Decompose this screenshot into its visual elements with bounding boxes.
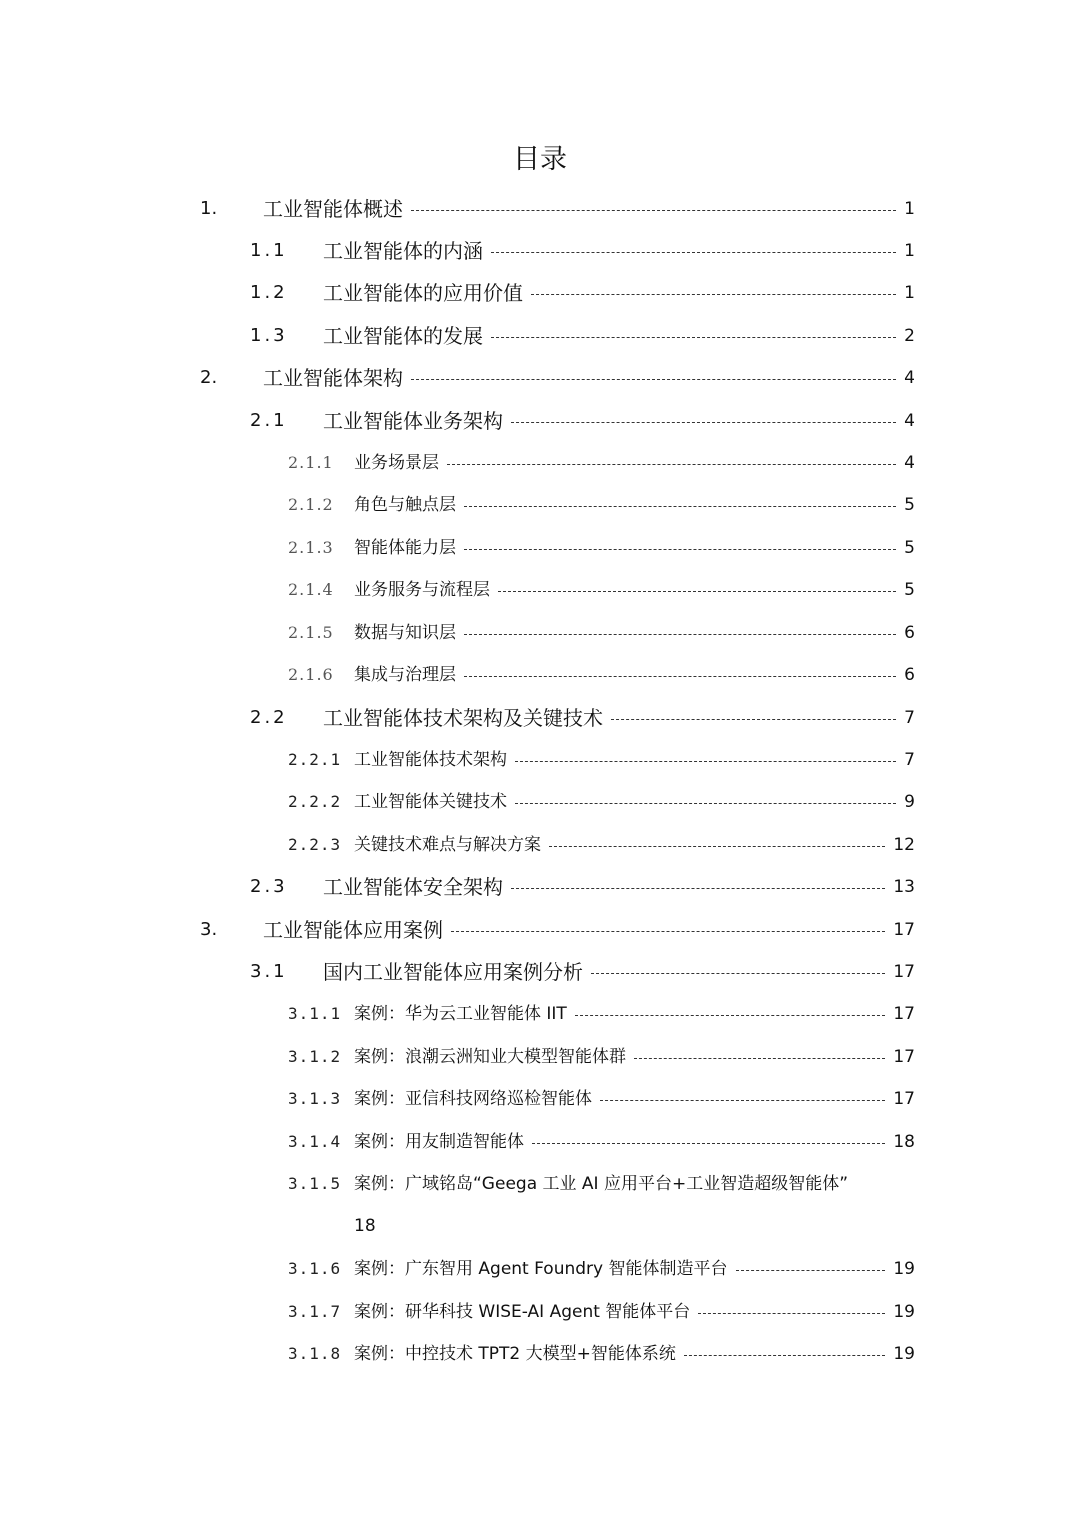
dot-leader (575, 1015, 886, 1016)
toc-entry-number: 2.1.3 (288, 538, 334, 557)
dot-leader (464, 549, 896, 550)
toc-entry[interactable] (288, 744, 915, 776)
toc-entry-number: 2.1.6 (288, 665, 334, 684)
toc-entry-page: 1 (904, 199, 915, 219)
toc-entry[interactable] (200, 914, 915, 946)
toc-entry-title: 案例：研华科技 WISE-AI Agent 智能体平台 (354, 1302, 691, 1322)
toc-entry-title: 角色与触点层 (354, 495, 456, 515)
toc-entry-title: 工业智能体关键技术 (354, 792, 507, 812)
toc-entry-page: 1 (904, 241, 915, 261)
toc-entry-number: 1.1 (250, 240, 288, 261)
toc-entry-number: 2.1.1 (288, 453, 334, 472)
toc-entry[interactable] (288, 447, 915, 479)
dot-leader (515, 803, 896, 804)
toc-entry-number: 2.1.2 (288, 495, 334, 514)
toc-entry-number: 2.1.4 (288, 580, 334, 599)
dot-leader (411, 210, 896, 211)
dot-leader (549, 846, 885, 847)
toc-entry-page: 7 (904, 708, 915, 728)
toc-entry-page: 17 (893, 1047, 915, 1067)
toc-entry-title: 案例：用友制造智能体 (354, 1132, 524, 1152)
toc-entry-title: 案例：浪潮云洲知业大模型智能体群 (354, 1047, 626, 1067)
dot-leader (634, 1058, 885, 1059)
dot-leader (591, 973, 885, 974)
toc-entry[interactable] (200, 193, 915, 225)
dot-leader (491, 337, 896, 338)
toc-entry[interactable] (250, 405, 915, 437)
toc-entry-title: 工业智能体安全架构 (323, 875, 503, 899)
toc-entry[interactable] (200, 362, 915, 394)
toc-entry-number: 3.1.2 (288, 1047, 342, 1066)
toc-entry-page: 1 (904, 283, 915, 303)
toc-entry-title: 案例：亚信科技网络巡检智能体 (354, 1089, 592, 1109)
toc-entry-title: 案例：中控技术 TPT2 大模型+智能体系统 (354, 1344, 676, 1364)
dot-leader (511, 422, 896, 423)
dot-leader (511, 888, 885, 889)
toc-entry[interactable] (288, 574, 915, 606)
toc-entry-number: 1. (200, 198, 218, 219)
toc-entry-title: 工业智能体的应用价值 (323, 281, 523, 305)
dot-leader (515, 761, 896, 762)
toc-entry-title: 工业智能体技术架构 (354, 750, 507, 770)
toc-entry[interactable] (250, 702, 915, 734)
toc-entry-page-wrapped (354, 1210, 376, 1242)
dot-leader (464, 506, 896, 507)
toc-entry-number: 3.1.3 (288, 1089, 342, 1108)
toc-entry-page: 17 (893, 1089, 915, 1109)
toc-entry[interactable] (288, 1083, 915, 1115)
page-title: 目录 (513, 144, 567, 175)
toc-entry-number: 2.2 (250, 707, 288, 728)
toc-entry-page: 17 (893, 920, 915, 940)
toc-entry-number: 1.3 (250, 325, 288, 346)
toc-entry[interactable] (288, 1338, 915, 1370)
toc-entry-number: 3.1.6 (288, 1259, 342, 1278)
toc-entry[interactable] (288, 532, 915, 564)
toc-entry-number: 2.2.2 (288, 792, 342, 811)
toc-entry-page: 17 (893, 1004, 915, 1024)
toc-entry-page: 18 (893, 1132, 915, 1152)
toc-entry[interactable] (288, 1168, 915, 1200)
toc-entry-page: 12 (893, 835, 915, 855)
toc-entry-number: 2.2.3 (288, 835, 342, 854)
dot-leader (600, 1100, 885, 1101)
toc-entry-title: 案例：华为云工业智能体 IIT (354, 1004, 567, 1024)
toc-entry[interactable] (288, 617, 915, 649)
toc-entry-page: 19 (893, 1344, 915, 1364)
toc-entry[interactable] (250, 871, 915, 903)
toc-entry[interactable] (250, 320, 915, 352)
dot-leader (447, 464, 896, 465)
toc-entry[interactable] (288, 786, 915, 818)
toc-entry[interactable] (288, 829, 915, 861)
dot-leader (464, 676, 896, 677)
dot-leader (684, 1355, 885, 1356)
toc-entry-page: 19 (893, 1259, 915, 1279)
toc-entry-title: 数据与知识层 (354, 623, 456, 643)
toc-entry-number: 3.1.1 (288, 1004, 342, 1023)
toc-entry-number: 3.1.8 (288, 1344, 342, 1363)
toc-entry-title: 工业智能体业务架构 (323, 409, 503, 433)
toc-entry-number: 3.1.5 (288, 1174, 342, 1193)
toc-entry-page: 6 (904, 665, 915, 685)
dot-leader (464, 634, 896, 635)
toc-entry[interactable] (288, 659, 915, 691)
toc-entry-page: 17 (893, 962, 915, 982)
toc-entry-title: 国内工业智能体应用案例分析 (323, 960, 583, 984)
toc-entry-title: 工业智能体的内涵 (323, 239, 483, 263)
toc-entry-title: 案例：广东智用 Agent Foundry 智能体制造平台 (354, 1259, 728, 1279)
toc-entry-page: 7 (904, 750, 915, 770)
toc-entry-title: 工业智能体应用案例 (263, 918, 443, 942)
toc-entry-page: 5 (904, 580, 915, 600)
toc-entry-number: 3. (200, 919, 218, 940)
dot-leader (698, 1313, 885, 1314)
toc-entry[interactable] (288, 1041, 915, 1073)
toc-entry-number: 2.2.1 (288, 750, 342, 769)
toc-entry-title: 案例：广域铭岛“Geega 工业 AI 应用平台+工业智造超级智能体” (354, 1174, 849, 1194)
toc-entry-number: 1.2 (250, 282, 288, 303)
toc-entry-number: 2.3 (250, 876, 288, 897)
toc-entry[interactable] (250, 956, 915, 988)
toc-entry-page: 5 (904, 495, 915, 515)
toc-entry-page: 5 (904, 538, 915, 558)
toc-entry[interactable] (250, 235, 915, 267)
toc-entry-title: 工业智能体架构 (263, 366, 403, 390)
toc-entry-number: 3.1.4 (288, 1132, 342, 1151)
toc-entry-title: 业务服务与流程层 (354, 580, 490, 600)
toc-entry-title: 工业智能体的发展 (323, 324, 483, 348)
toc-entry[interactable] (288, 998, 915, 1030)
toc-entry-title: 工业智能体技术架构及关键技术 (323, 706, 603, 730)
toc-entry[interactable] (250, 277, 915, 309)
toc-entry-page: 2 (904, 326, 915, 346)
dot-leader (498, 591, 896, 592)
toc-entry[interactable] (288, 1253, 915, 1285)
toc-entry-page: 18 (354, 1216, 376, 1236)
toc-entry-title: 智能体能力层 (354, 538, 456, 558)
dot-leader (736, 1270, 886, 1271)
toc-entry[interactable] (288, 1126, 915, 1158)
toc-entry-title: 集成与治理层 (354, 665, 456, 685)
toc-entry-page: 4 (904, 453, 915, 473)
toc-entry-number: 3.1.7 (288, 1302, 342, 1321)
dot-leader (491, 252, 896, 253)
toc-entry-page: 4 (904, 411, 915, 431)
dot-leader (531, 294, 896, 295)
toc-entry-page: 6 (904, 623, 915, 643)
toc-entry-number: 3.1 (250, 961, 288, 982)
toc-entry-page: 13 (893, 877, 915, 897)
toc-entry-page: 4 (904, 368, 915, 388)
toc-entry[interactable] (288, 489, 915, 521)
toc-entry-page: 9 (904, 792, 915, 812)
toc-entry-number: 2.1 (250, 410, 288, 431)
dot-leader (451, 931, 885, 932)
toc-entry-title: 工业智能体概述 (263, 197, 403, 221)
dot-leader (411, 379, 896, 380)
toc-entry[interactable] (288, 1296, 915, 1328)
toc-entry-page: 19 (893, 1302, 915, 1322)
toc-entry-number: 2. (200, 367, 218, 388)
toc-entry-number: 2.1.5 (288, 623, 334, 642)
dot-leader (532, 1143, 885, 1144)
dot-leader (611, 719, 896, 720)
toc-entry-title: 业务场景层 (354, 453, 439, 473)
toc-entry-title: 关键技术难点与解决方案 (354, 835, 541, 855)
